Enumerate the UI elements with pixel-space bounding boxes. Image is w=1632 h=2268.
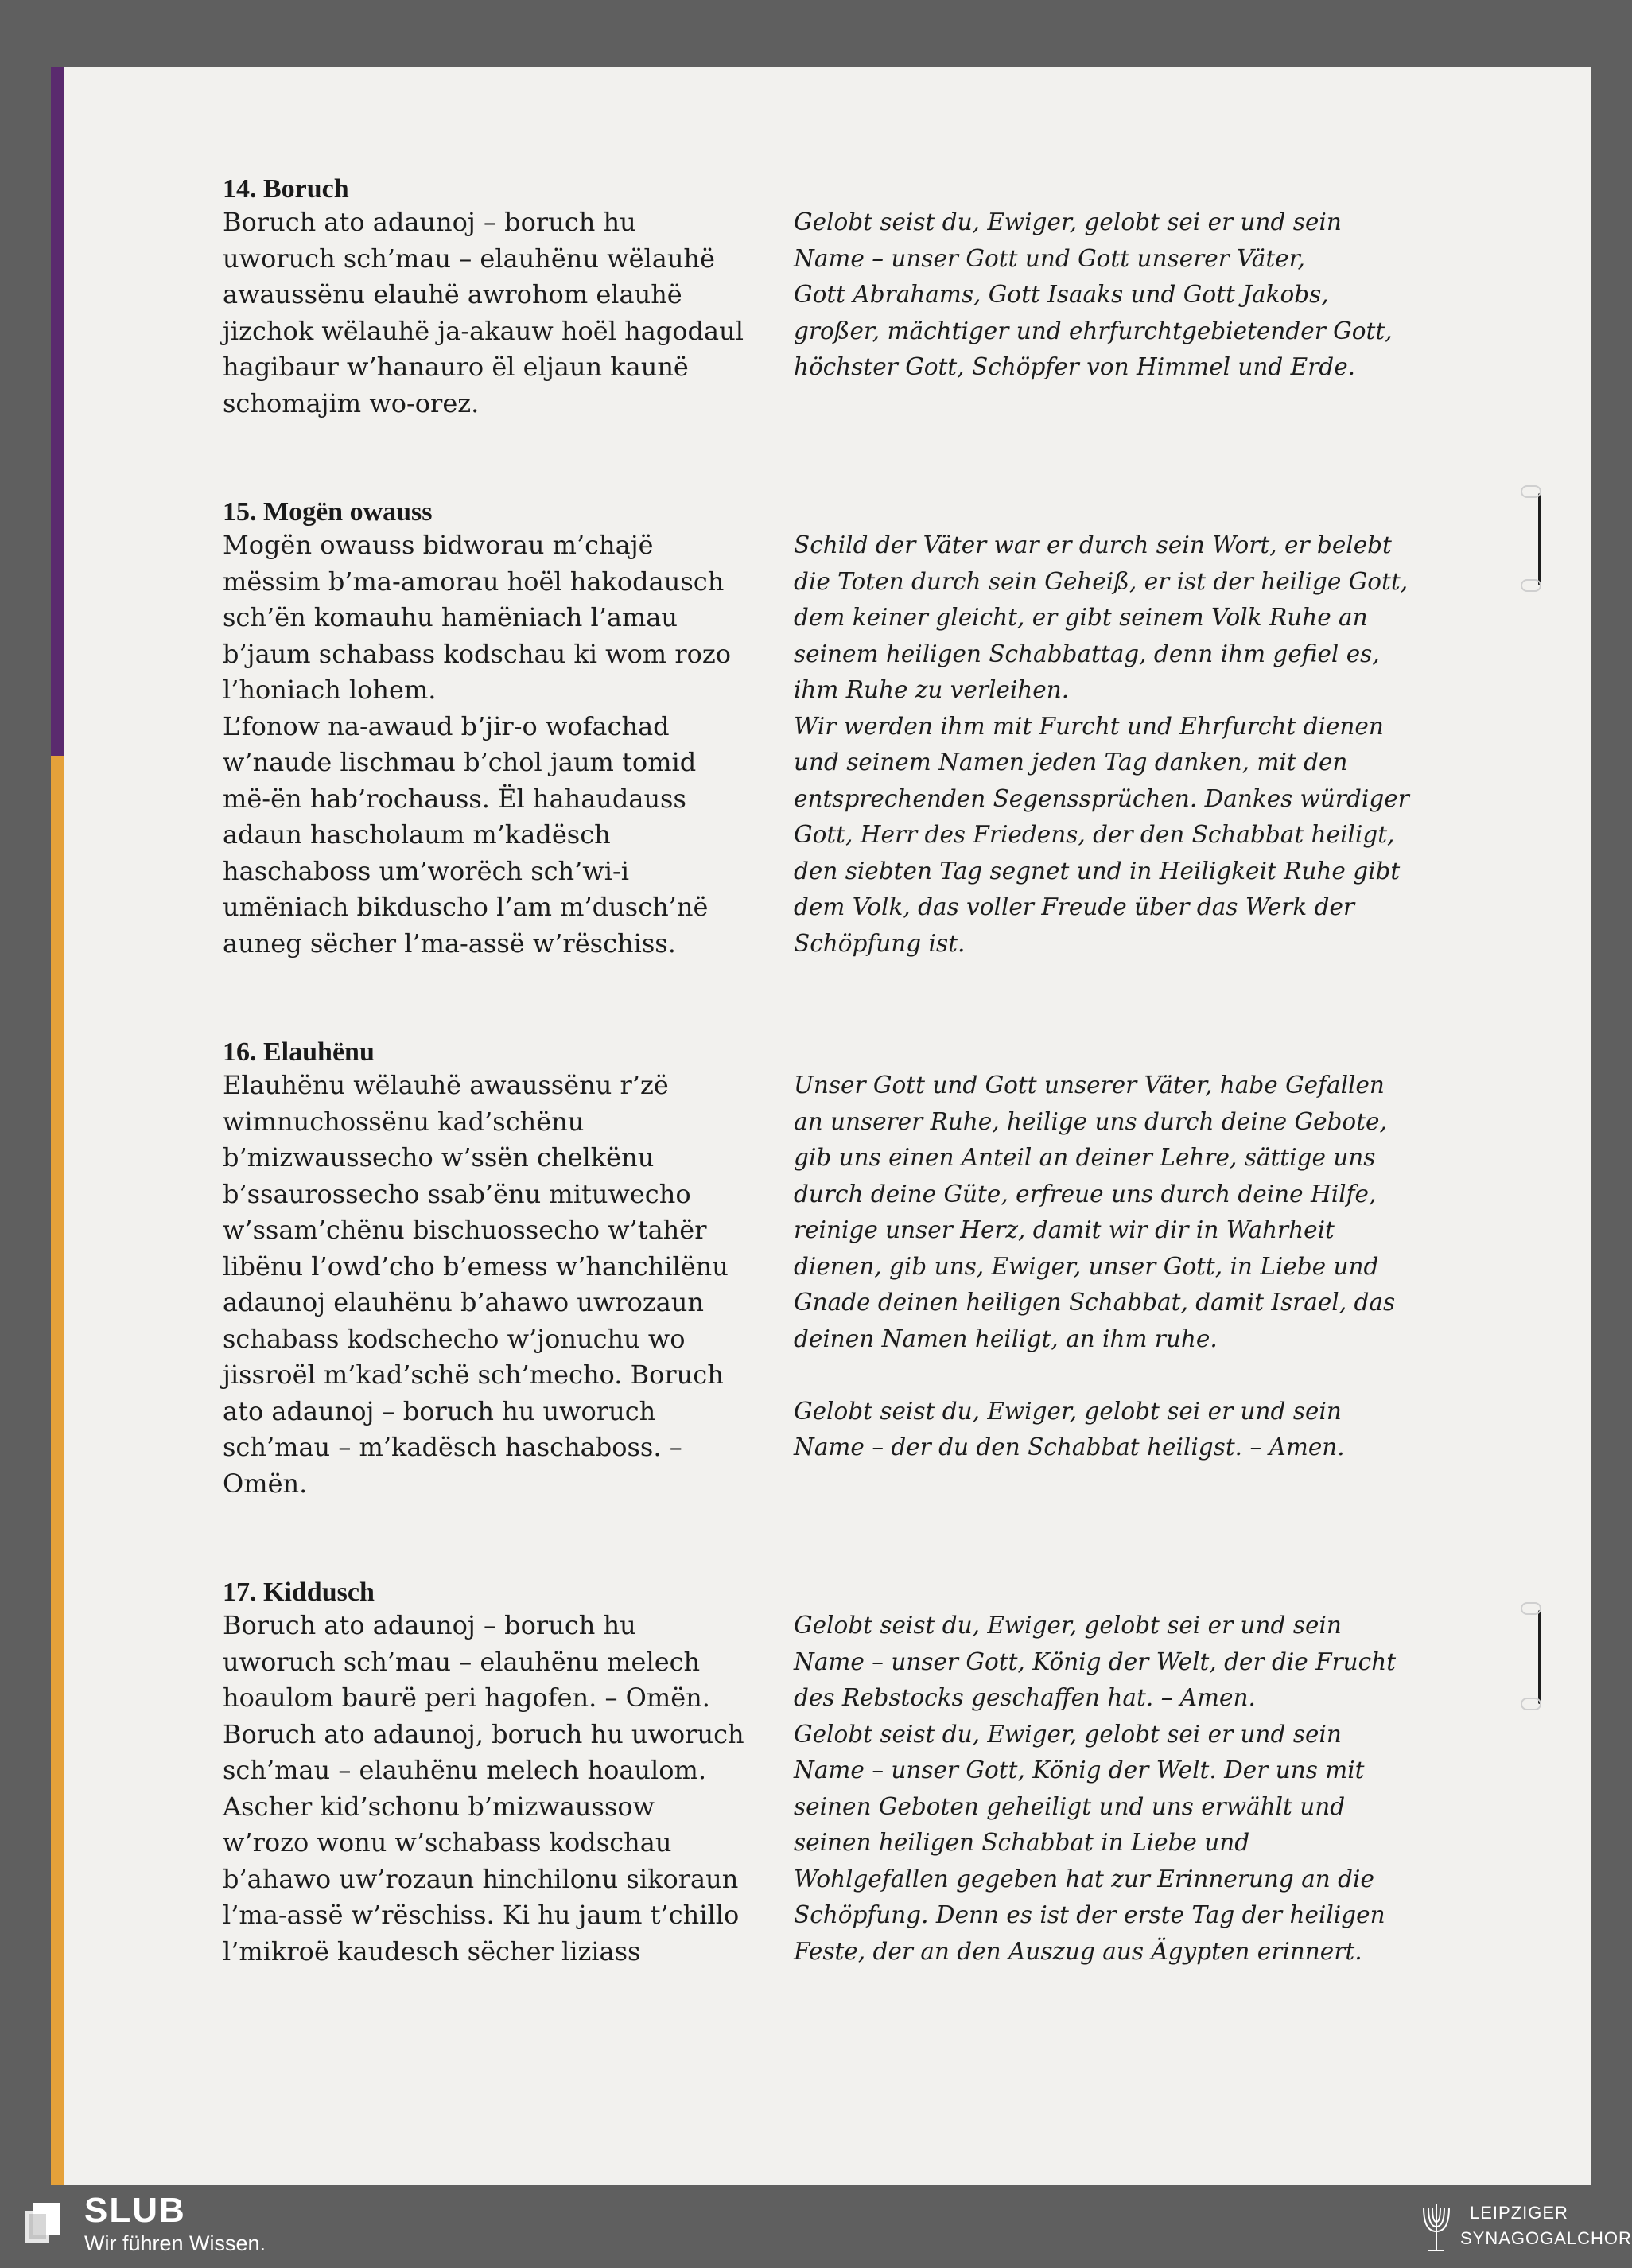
- transliteration-line: wimnuchossënu kad’schënu: [223, 1106, 585, 1137]
- transliteration-line: ato adaunoj – boruch hu uworuch: [223, 1395, 656, 1426]
- transliteration-line: w’naude lischmau b’chol jaum tomid: [223, 747, 697, 777]
- translation-line: seinem heiligen Schabbattag, denn ihm gefiel es,: [794, 640, 1380, 667]
- translation-line: Schöpfung. Denn es ist der erste Tag der heiligen: [794, 1901, 1385, 1928]
- transliteration-line: awaussënu elauhë awrohom elauhë: [223, 279, 682, 309]
- transliteration-line: schabass kodschecho w’jonuchu wo: [223, 1323, 686, 1354]
- translation-line: Name – unser Gott, König der Welt. Der uns mit: [794, 1756, 1365, 1784]
- translation-column: [794, 1068, 1446, 1466]
- translation-line: Wir werden ihm mit Furcht und Ehrfurcht dienen: [794, 712, 1384, 740]
- transliteration-line: hagibaur w’hanauro ël eljaun kaunë: [223, 352, 689, 382]
- stitch-mark: [1521, 485, 1541, 498]
- transliteration-line: sch’mau – elauhënu melech hoaulom.: [223, 1755, 707, 1785]
- translation-line: seinen Geboten geheiligt und uns erwählt und: [794, 1792, 1346, 1820]
- transliteration-line: auneg sëcher l’ma-assë w’rëschiss.: [223, 928, 676, 959]
- translation-line: Gott, Herr des Friedens, der den Schabbat heiligt,: [794, 821, 1395, 848]
- translation-line: die Toten durch sein Geheiß, er ist der heilige Gott,: [794, 567, 1409, 595]
- transliteration-line: jizchok wëlauhë ja-akauw hoël hagodaul: [223, 315, 744, 346]
- transliteration-line: l’honiach lohem.: [223, 675, 437, 705]
- translation-line: deinen Namen heiligt, an ihm ruhe.: [794, 1325, 1218, 1352]
- slub-book-icon: [25, 2203, 60, 2243]
- transliteration-line: Omën.: [223, 1468, 308, 1499]
- transliteration-line: umëniach bikduscho l’am m’dusch’në: [223, 892, 709, 922]
- transliteration-line: jissroël m’kad’schë sch’mecho. Boruch: [223, 1360, 724, 1390]
- translation-line: Gelobt seist du, Ewiger, gelobt sei er und sein: [794, 1612, 1342, 1639]
- transliteration-line: schomajim wo-orez.: [223, 387, 480, 418]
- transliteration-line: më-ën hab’rochauss. Ël hahaudauss: [223, 783, 686, 814]
- transliteration-line: b’mizwaussecho w’ssën chelkënu: [223, 1142, 655, 1173]
- translation-line: Unser Gott und Gott unserer Väter, habe Gefallen: [794, 1072, 1385, 1099]
- partner-name-line1: LEIPZIGER: [1470, 2203, 1568, 2223]
- section-heading: 16. Elauhënu: [223, 1037, 375, 1067]
- transliteration-line: libënu l’owd’cho b’emess w’hanchilënu: [223, 1251, 729, 1282]
- translation-line: Gelobt seist du, Ewiger, gelobt sei er und sein: [794, 208, 1342, 235]
- transliteration-line: hoaulom baurë peri hagofen. – Omën.: [223, 1683, 710, 1713]
- paragraph-gap: [794, 1357, 1446, 1394]
- translation-line: den siebten Tag segnet und in Heiligkeit Ruhe gibt: [794, 857, 1401, 885]
- transliteration-line: Boruch ato adaunoj, boruch hu uworuch: [223, 1718, 744, 1749]
- slub-brand: SLUB: [84, 2191, 186, 2230]
- translation-line: Gelobt seist du, Ewiger, gelobt sei er und sein: [794, 1397, 1342, 1425]
- translation-line: reinige unser Herz, damit wir dir in Wahrheit: [794, 1216, 1335, 1243]
- transliteration-line: Boruch ato adaunoj – boruch hu: [223, 207, 636, 237]
- section-heading: 14. Boruch: [223, 174, 349, 204]
- translation-line: Gnade deinen heiligen Schabbat, damit Israel, das: [794, 1289, 1396, 1316]
- transliteration-line: uworuch sch’mau – elauhënu wëlauhë: [223, 243, 715, 274]
- translation-line: Wohlgefallen gegeben hat zur Erinnerung an die: [794, 1865, 1374, 1893]
- transliteration-line: adaun hascholaum m’kadësch: [223, 819, 611, 850]
- transliteration-line: b’jaum schabass kodschau ki wom rozo: [223, 638, 731, 669]
- translation-line: Gelobt seist du, Ewiger, gelobt sei er und sein: [794, 1720, 1342, 1748]
- staple-bottom: [1538, 1610, 1541, 1704]
- translation-line: höchster Gott, Schöpfer von Himmel und Erde.: [794, 353, 1356, 380]
- translation-line: großer, mächtiger und ehrfurchtgebietender Gott,: [794, 317, 1393, 344]
- footer-bar: [0, 2185, 1632, 2268]
- accent-bar-orange: [51, 756, 64, 2185]
- translation-column: [794, 527, 1446, 962]
- transliteration-line: Mogën owauss bidworau m’chajë: [223, 530, 654, 560]
- translation-line: Schöpfung ist.: [794, 929, 966, 957]
- translation-line: Name – der du den Schabbat heiligst. – Amen.: [794, 1434, 1345, 1461]
- transliteration-line: l’mikroë kaudesch sëcher liziass: [223, 1935, 641, 1967]
- translation-line: entsprechenden Segenssprüchen. Dankes würdiger: [794, 784, 1409, 812]
- translation-line: Name – unser Gott, König der Welt, der die Frucht: [794, 1648, 1397, 1675]
- staple-top: [1538, 493, 1541, 585]
- translation-line: dem Volk, das voller Freude über das Werk der: [794, 893, 1355, 920]
- stitch-mark: [1521, 579, 1541, 592]
- translation-line: seinen heiligen Schabbat in Liebe und: [794, 1829, 1250, 1856]
- translation-line: durch deine Güte, erfreue uns durch deine Hilfe,: [794, 1180, 1377, 1208]
- translation-line: dienen, gib uns, Ewiger, unser Gott, in Liebe und: [794, 1252, 1379, 1280]
- accent-bar-purple: [51, 67, 64, 756]
- transliteration-line: b’ssaurossecho ssab’ënu mituwecho: [223, 1178, 691, 1209]
- translation-line: ihm Ruhe zu verleihen.: [794, 676, 1070, 703]
- transliteration-line: b’ahawo uw’rozaun hinchilonu sikoraun: [223, 1863, 739, 1894]
- transliteration-line: uworuch sch’mau – elauhënu melech: [223, 1646, 701, 1677]
- translation-line: Schild der Väter war er durch sein Wort, er belebt: [794, 531, 1392, 558]
- transliteration-column: [223, 204, 779, 422]
- transliteration-line: Ascher kid’schonu b’mizwaussow: [223, 1791, 655, 1822]
- transliteration-column: [223, 1608, 779, 1970]
- menorah-icon: [1420, 2200, 1452, 2255]
- section-heading: 17. Kiddusch: [223, 1577, 375, 1607]
- translation-column: [794, 1608, 1446, 1970]
- transliteration-line: sch’ën komauhu hamëniach l’amau: [223, 602, 678, 632]
- transliteration-column: [223, 527, 779, 962]
- stitch-mark: [1521, 1698, 1541, 1710]
- transliteration-line: L’fonow na-awaud b’jir-o wofachad: [223, 710, 670, 741]
- translation-line: Gott Abrahams, Gott Isaaks und Gott Jakobs,: [794, 281, 1329, 308]
- section-heading: 15. Mogën owauss: [223, 497, 433, 527]
- transliteration-line: w’ssam’chënu bischuossecho w’tahër: [223, 1215, 707, 1245]
- translation-column: [794, 204, 1446, 386]
- transliteration-line: Boruch ato adaunoj – boruch hu: [223, 1610, 636, 1640]
- transliteration-line: Elauhënu wëlauhë awaussënu r’zë: [223, 1070, 669, 1100]
- translation-line: des Rebstocks geschaffen hat. – Amen.: [794, 1684, 1256, 1711]
- translation-line: an unserer Ruhe, heilige uns durch deine Gebote,: [794, 1107, 1387, 1135]
- stitch-mark: [1521, 1602, 1541, 1615]
- transliteration-line: adaunoj elauhënu b’ahawo uwrozaun: [223, 1287, 704, 1317]
- slub-tagline: Wir führen Wissen.: [84, 2231, 266, 2255]
- partner-name-line2: SYNAGOGALCHOR: [1460, 2228, 1632, 2248]
- translation-line: Name – unser Gott und Gott unserer Väter,: [794, 244, 1305, 272]
- transliteration-column: [223, 1068, 779, 1502]
- transliteration-line: mëssim b’ma-amorau hoël hakodausch: [223, 566, 725, 597]
- translation-line: dem keiner gleicht, er gibt seinem Volk Ruhe an: [794, 604, 1368, 631]
- translation-line: Feste, der an den Auszug aus Ägypten erinnert.: [794, 1937, 1362, 1965]
- transliteration-line: sch’mau – m’kadësch haschaboss. –: [223, 1432, 682, 1462]
- transliteration-line: l’ma-assë w’rëschiss. Ki hu jaum t’chillo: [223, 1900, 740, 1930]
- transliteration-line: w’rozo wonu w’schabass kodschau: [223, 1827, 672, 1858]
- translation-line: und seinem Namen jeden Tag danken, mit den: [794, 749, 1348, 776]
- transliteration-line: haschaboss um’worëch sch’wi-i: [223, 855, 629, 886]
- translation-line: gib uns einen Anteil an deiner Lehre, sättige uns: [794, 1144, 1376, 1171]
